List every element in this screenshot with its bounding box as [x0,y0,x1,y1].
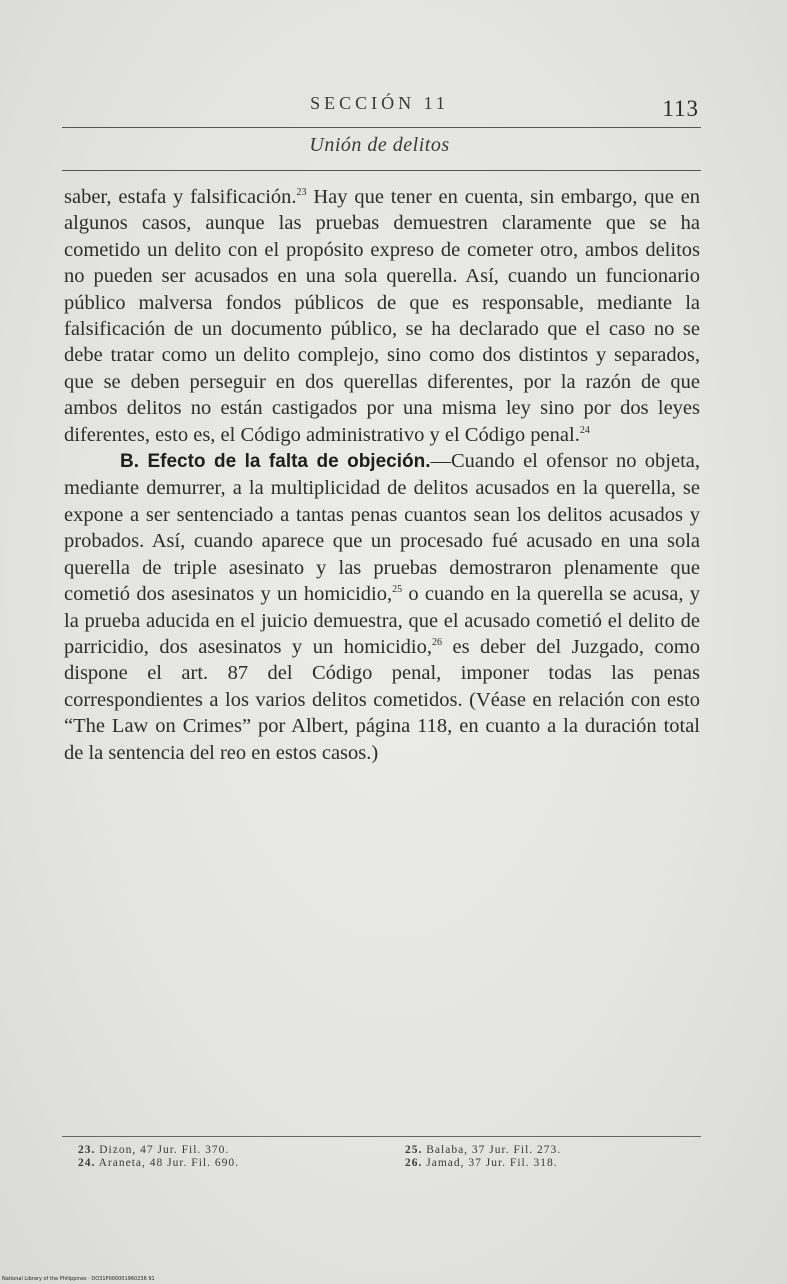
footnote: 23. Dizon, 47 Jur. Fil. 370. [78,1144,230,1156]
footnote-ref: 26 [431,637,442,649]
paragraph-2 [64,448,700,766]
footnote-column-left [78,1144,239,1169]
subsection-heading: B. Efecto de la falta de objeción. [120,451,431,473]
footnote-ref: 24 [579,424,590,436]
footnote-ref: 25 [392,584,403,596]
scan-caption: National Library of the Philippines · DO31P000001960236 91 [2,1276,155,1282]
running-head: SECCIÓN 11 [310,93,449,113]
footnote: 26. Jamad, 37 Jur. Fil. 318. [405,1156,558,1169]
paragraph-1 [64,184,700,448]
footnote: 24. Araneta, 48 Jur. Fil. 690. [78,1156,239,1169]
paragraph-text: Hay que tener en cuenta, sin embargo, que en algunos casos, aunque las pruebas demuestren claramente que se ha cometido un delito con el propósito expreso de cometer otro, ambos delitos no pueden ser acusados en una sola querella. Así, cuando un funcionario público malversa fondos públicos de que es responsable, mediante la falsificación de un documento público, se ha declarado que el caso no se debe tratar como un delito complejo, sino como dos distintos y separados, que se deben perseguir en dos querellas diferentes, por la razón de que ambos delitos no están castigados por una misma ley sino por dos leyes diferentes, esto es, el Código administrativo y el Código penal. [64,186,700,446]
header-rule [62,127,701,128]
paragraph-text: saber, estafa y falsificación. [64,186,297,208]
footnote-rule [62,1136,701,1137]
footnote-column-right [405,1144,561,1169]
footnote-ref: 23 [296,187,307,199]
paragraph-text: o cuando en la querella se acusa, y la prueba aducida en el juicio demuestra, que el acusado cometió el delito de parricidio, dos asesinatos y un homicidio, [64,583,700,658]
paragraph-text: —Cuando el ofensor no objeta, mediante demurrer, a la multiplicidad de delitos acusados en la querella, se expone a ser sentenciado a tantas penas cuantos sean los delitos acusados y probados. Así, cuando aparece que un procesado fué acusado en una sola querella de triple asesinato y las pruebas demostraron plenamente que cometió dos asesinatos y un homicidio, [64,450,700,606]
paragraph-text: es deber del Juzgado, como dispone el art. 87 del Código penal, imponer todas las penas correspondientes a los varios delitos cometidos. (Véase en relación con esto “The Law on Crimes” por Albert, página 118, en cuanto a la duración total de la sentencia del reo en estos casos.) [64,635,700,764]
section-subtitle: Unión de delitos [309,134,450,156]
subtitle-rule [62,170,701,171]
footnote: 25. Balaba, 37 Jur. Fil. 273. [405,1144,562,1156]
page-number: 113 [662,96,699,121]
body-text [64,184,700,766]
